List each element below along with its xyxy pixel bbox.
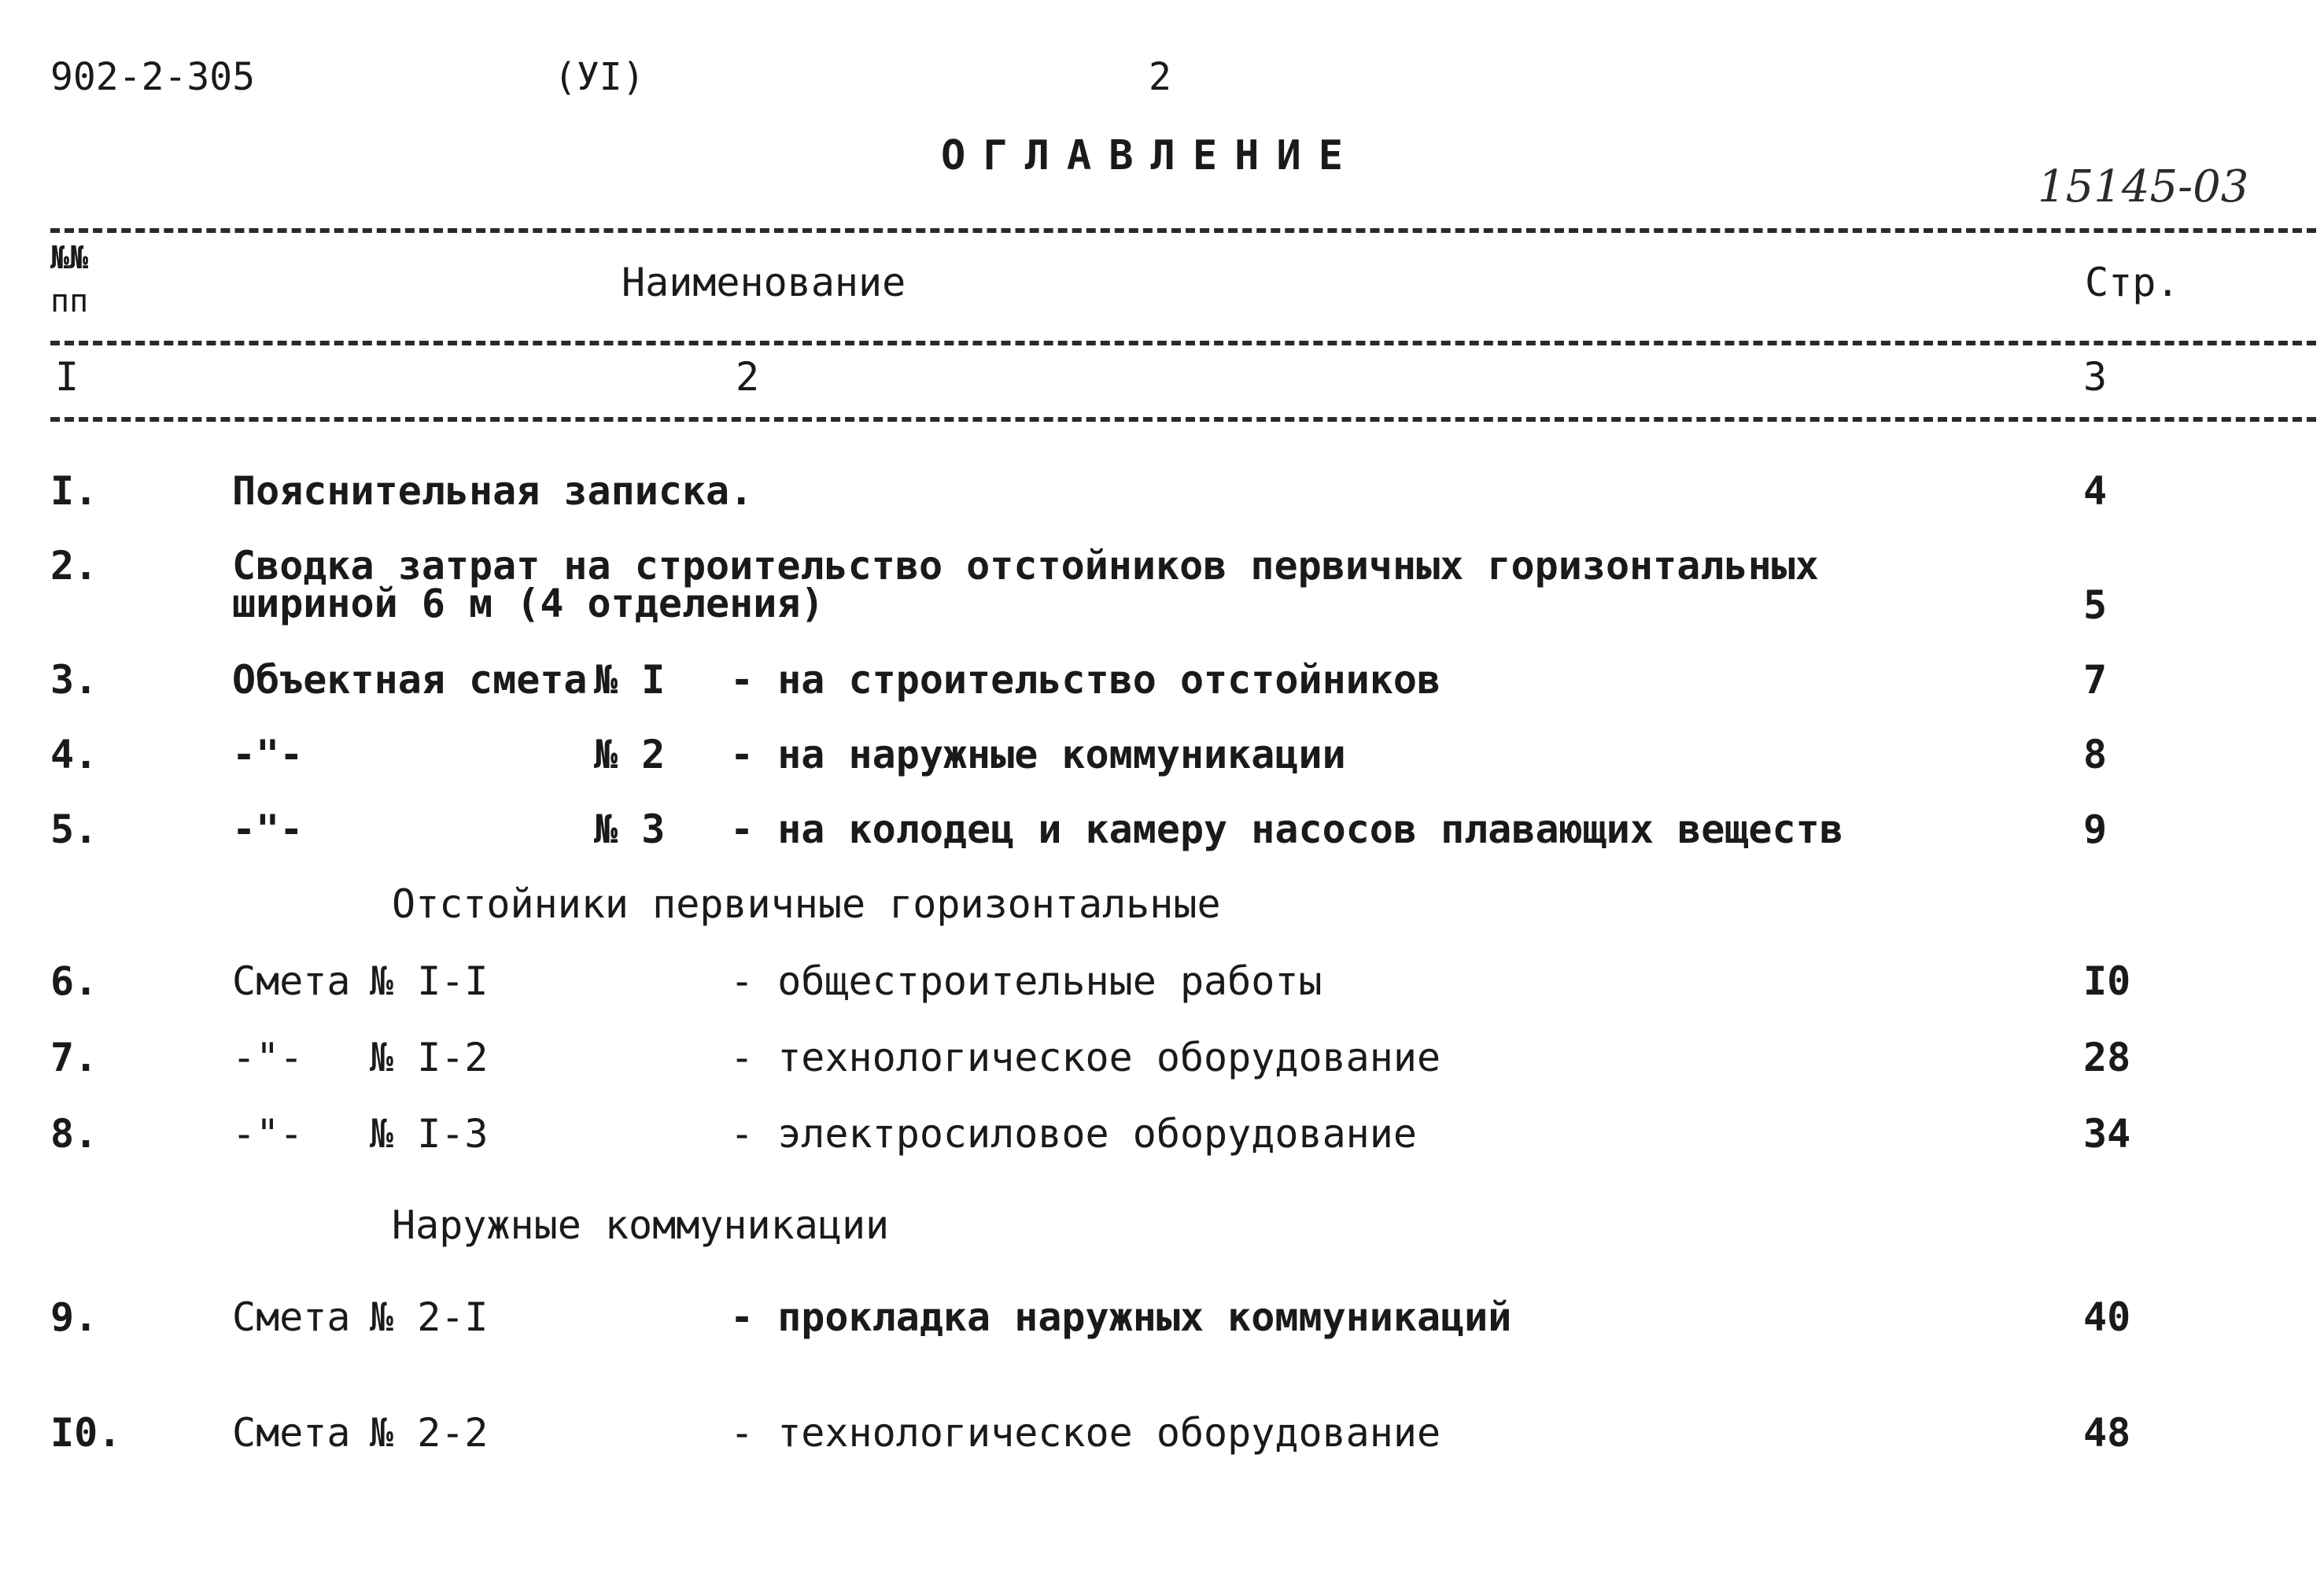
row-number: 3. bbox=[50, 657, 98, 703]
row-page: 9 bbox=[2083, 807, 2108, 852]
row-description: - на колодец и камеру насосов плавающих веществ bbox=[730, 807, 1843, 852]
row-page: 34 bbox=[2083, 1111, 2131, 1157]
row-estimate-type: -"- bbox=[232, 1035, 304, 1080]
row-number: 7. bbox=[50, 1035, 98, 1080]
row-estimate-number: № 3 bbox=[594, 807, 666, 852]
row-page: 40 bbox=[2083, 1294, 2131, 1340]
row-page: 7 bbox=[2083, 657, 2108, 703]
row-number: 5. bbox=[50, 807, 98, 852]
row-estimate-type: Смета bbox=[232, 1294, 351, 1340]
row-estimate-number: № 2 bbox=[594, 732, 666, 777]
volume-label: (УI) bbox=[554, 55, 645, 99]
column-number-2: 2 bbox=[736, 354, 760, 400]
handwritten-code: 15145-03 bbox=[2038, 161, 2249, 212]
row-description: - общестроительные работы bbox=[730, 958, 1322, 1004]
page-number: 2 bbox=[1149, 55, 1171, 99]
row-page: 8 bbox=[2083, 732, 2108, 777]
divider-bottom bbox=[50, 417, 2316, 422]
row-estimate-number: № I-3 bbox=[370, 1111, 489, 1157]
row-estimate-type: -"- bbox=[232, 1111, 304, 1157]
row-text-continued: шириной 6 м (4 отделения) bbox=[232, 581, 824, 626]
row-estimate-number: № I bbox=[594, 657, 666, 703]
row-number: 2. bbox=[50, 543, 98, 589]
row-estimate-number: № I-2 bbox=[370, 1035, 489, 1080]
page-column-label: Стр. bbox=[2085, 260, 2180, 305]
section-heading: Отстойники первичные горизонтальные bbox=[392, 881, 1221, 927]
row-description: - электросиловое оборудование bbox=[730, 1111, 1417, 1157]
page-title: ОГЛАВЛЕНИЕ bbox=[941, 132, 1361, 179]
divider-top bbox=[50, 228, 2316, 233]
num-column-label-2: пп bbox=[50, 283, 89, 319]
row-text: Пояснительная записка. bbox=[232, 468, 754, 514]
row-description: - технологическое оборудование bbox=[730, 1410, 1441, 1456]
row-description: - на наружные коммуникации bbox=[730, 732, 1346, 777]
column-number-1: I bbox=[55, 354, 79, 400]
row-page: 4 bbox=[2083, 468, 2108, 514]
row-page: 28 bbox=[2083, 1035, 2131, 1080]
row-description: - технологическое оборудование bbox=[730, 1035, 1441, 1080]
row-number: 6. bbox=[50, 958, 98, 1004]
doc-code: 902-2-305 bbox=[50, 55, 256, 99]
row-number: I0. bbox=[50, 1410, 122, 1456]
row-estimate-type: -"- bbox=[232, 807, 304, 852]
row-page: 5 bbox=[2083, 582, 2108, 628]
column-number-3: 3 bbox=[2083, 354, 2108, 400]
row-estimate-number: № 2-2 bbox=[370, 1410, 489, 1456]
row-estimate-type: -"- bbox=[232, 732, 304, 777]
name-column-label: Наименование bbox=[622, 260, 906, 305]
row-number: I. bbox=[50, 468, 98, 514]
row-estimate-number: № 2-I bbox=[370, 1294, 489, 1340]
num-column-label: №№ bbox=[50, 240, 89, 276]
row-estimate-number: № I-I bbox=[370, 958, 489, 1004]
row-page: 48 bbox=[2083, 1410, 2131, 1456]
row-page: I0 bbox=[2083, 958, 2131, 1004]
section-heading: Наружные коммуникации bbox=[392, 1202, 890, 1248]
row-description: - на строительство отстойников bbox=[730, 657, 1441, 703]
row-number: 9. bbox=[50, 1294, 98, 1340]
row-description: - прокладка наружных коммуникаций bbox=[730, 1294, 1512, 1340]
row-number: 4. bbox=[50, 732, 98, 777]
row-estimate-type: Объектная смета bbox=[232, 657, 588, 703]
row-estimate-type: Смета bbox=[232, 958, 351, 1004]
row-text: Сводка затрат на строительство отстойников первичных горизонтальных bbox=[232, 543, 1819, 589]
divider-mid bbox=[50, 341, 2316, 345]
row-number: 8. bbox=[50, 1111, 98, 1157]
row-estimate-type: Смета bbox=[232, 1410, 351, 1456]
